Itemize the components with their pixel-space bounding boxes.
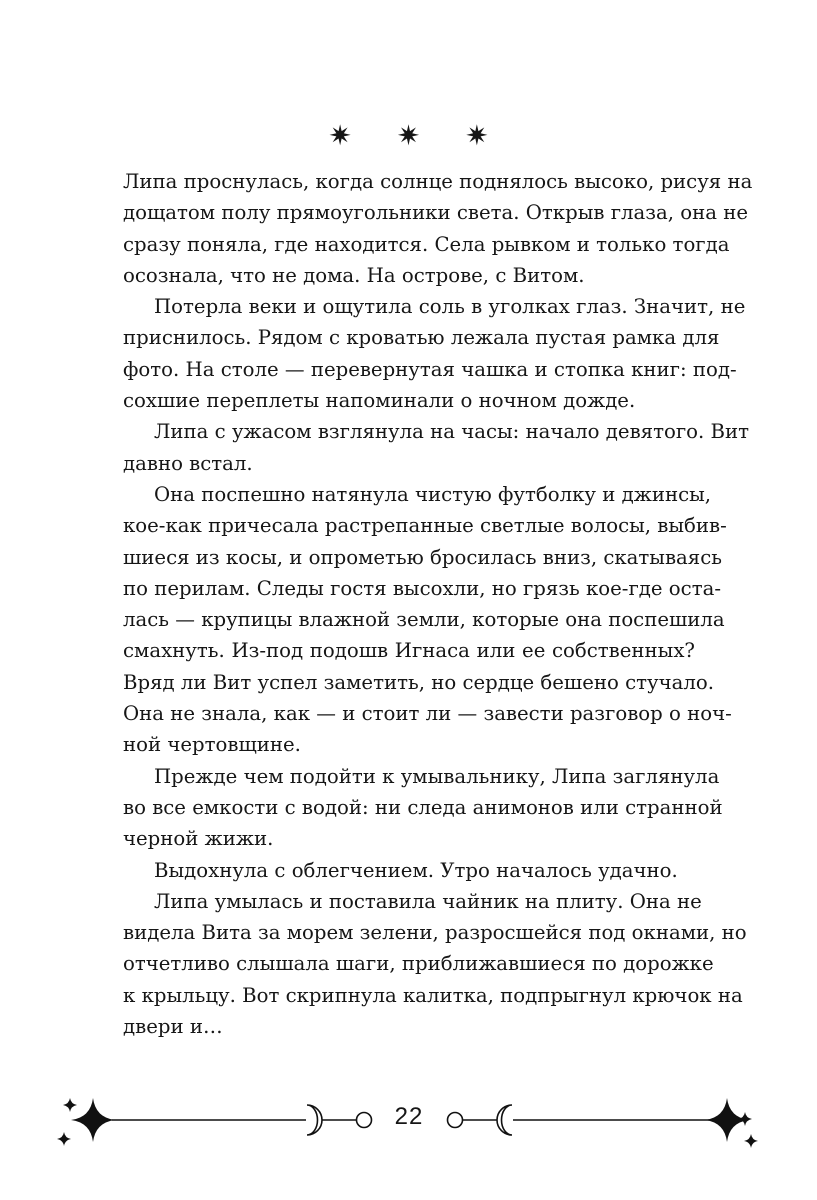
text-line: дощатом полу прямоугольники света. Открыв глаза, она не [123,201,749,225]
four-point-star-icon [71,1098,115,1142]
text-line: Она не знала, как — и стоит ли — завести разговор о ноч- [123,702,732,726]
four-point-star-icon [738,1112,752,1126]
text-line: приснилось. Рядом с кроватью лежала пустая рамка для [123,326,720,350]
text-line: осознала, что не дома. На острове, с Витом. [123,263,585,287]
text-line: Она поспешно натянула чистую футболку и джинсы, [154,482,712,506]
text-line: Выдохнула с облегчением. Утро началось удачно. [154,858,678,882]
text-line: Прежде чем подойти к умывальнику, Липа заглянула [154,764,720,788]
text-line: Липа проснулась, когда солнце поднялось высоко, рисуя на [123,170,753,193]
body-text [123,166,753,1042]
text-line: двери и… [123,1015,223,1039]
right-stars-decoration [705,1098,758,1148]
text-line: смахнуть. Из-под подошв Игнаса или ее собственных? [123,639,695,663]
text-line: к крыльцу. Вот скрипнула калитка, подпрыгнул крючок на [123,983,743,1007]
left-stars-decoration [57,1098,115,1146]
text-line: ной чертовщине. [123,733,301,757]
text-line: сразу поняла, где находится. Села рывком и только тогда [123,232,730,256]
crescent-moon-icon [307,1105,322,1135]
crescent-moon-icon [497,1105,512,1135]
text-line: черной жижи. [123,827,274,851]
text-line: видела Вита за морем зелени, разросшейся под окнами, но [123,921,747,945]
text-line: кое-как причесала растрепанные светлые волосы, выбив- [123,514,727,538]
page-number: 22 [394,1103,424,1130]
text-line: давно встал. [123,451,253,475]
four-point-star-icon [57,1132,71,1146]
four-point-star-icon [744,1134,758,1148]
text-line: фото. На столе — перевернутая чашка и стопка книг: под- [123,357,737,381]
text-line: Потерла веки и ощутила соль в уголках глаз. Значит, не [154,295,746,319]
text-line: Липа умылась и поставила чайник на плиту. Она не [154,889,702,913]
four-point-star-icon [63,1098,77,1112]
text-line: по перилам. Следы гостя высохли, но грязь кое-где оста- [123,576,721,600]
section-separator: ✷ ✷ ✷ [328,119,507,152]
text-line: лась — крупицы влажной земли, которые она поспешила [123,608,725,632]
text-line: Вряд ли Вит успел заметить, но сердце бешено стучало. [123,670,714,694]
text-line: шиеся из косы, и опрометью бросилась вниз, скатываясь [123,545,722,569]
circle-icon [448,1113,463,1128]
text-line: отчетливо слышала шаги, приближавшиеся по дорожке [123,952,714,976]
text-line: во все емкости с водой: ни следа анимонов или странной [123,795,723,819]
text-line: сохшие переплеты напоминали о ночном дожде. [123,389,636,413]
text-line: Липа с ужасом взглянула на часы: начало девятого. Вит [154,420,749,444]
